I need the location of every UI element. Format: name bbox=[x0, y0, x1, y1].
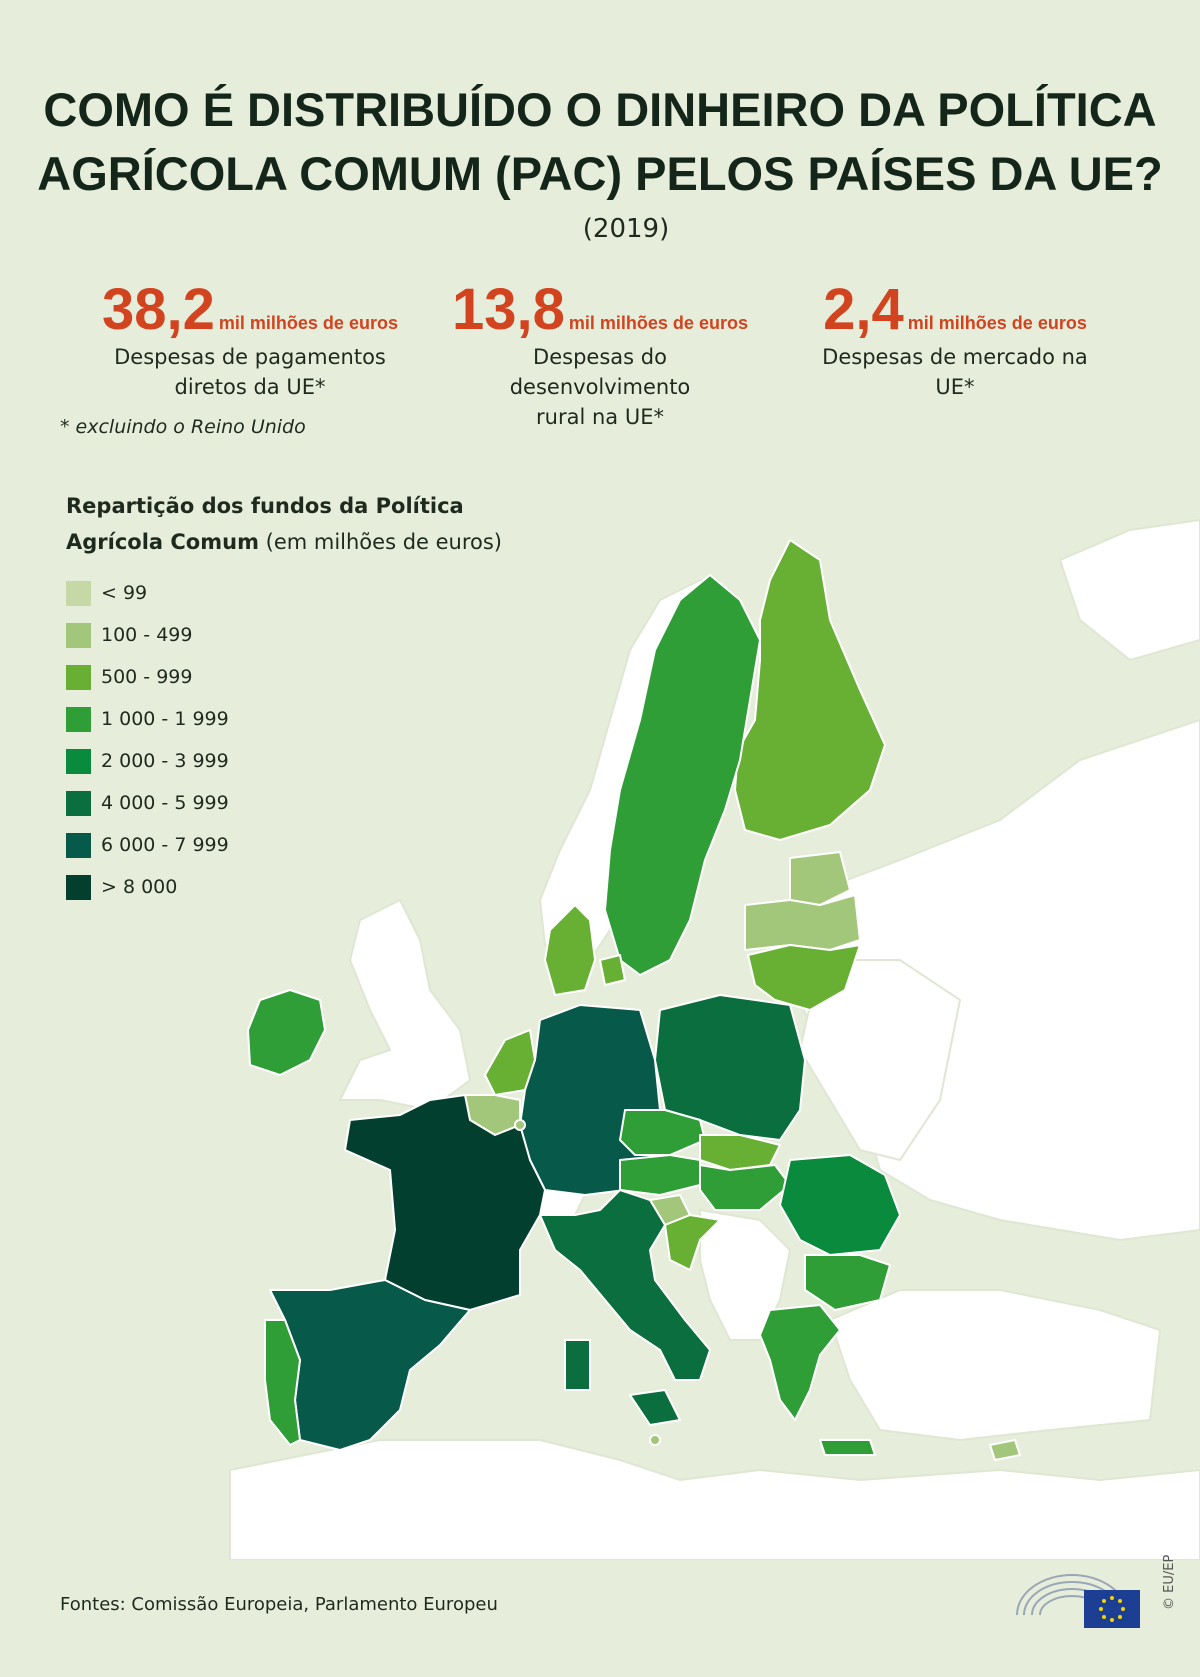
country-ireland bbox=[248, 990, 325, 1075]
country-luxembourg bbox=[515, 1120, 525, 1130]
legend-swatch bbox=[66, 665, 91, 690]
legend-swatch bbox=[66, 791, 91, 816]
legend-list bbox=[66, 572, 502, 908]
european-parliament-logo bbox=[1012, 1560, 1142, 1630]
legend-label: 2 000 - 3 999 bbox=[101, 750, 229, 772]
stat-value: 2,4 bbox=[823, 277, 904, 342]
land-turkey bbox=[830, 1290, 1160, 1440]
country-slovakia bbox=[700, 1135, 780, 1170]
map-legend bbox=[66, 488, 502, 908]
country-austria bbox=[620, 1155, 700, 1195]
country-latvia bbox=[745, 895, 860, 950]
country-cyprus bbox=[990, 1440, 1020, 1460]
legend-swatch bbox=[66, 707, 91, 732]
stat-desc-line-1: Despesas de mercado na UE* bbox=[822, 345, 1088, 399]
stat-desc-line-1: Despesas de pagamentos bbox=[114, 345, 386, 369]
sources-note: Fontes: Comissão Europeia, Parlamento Europeu bbox=[60, 1594, 498, 1615]
footnote: * excluindo o Reino Unido bbox=[60, 416, 306, 438]
legend-label: < 99 bbox=[101, 582, 148, 604]
country-malta bbox=[650, 1435, 660, 1445]
legend-item bbox=[66, 614, 502, 656]
legend-label: 500 - 999 bbox=[101, 666, 193, 688]
legend-title-line-2-bold: Agrícola Comum bbox=[66, 530, 259, 554]
legend-item bbox=[66, 782, 502, 824]
legend-label: 100 - 499 bbox=[101, 624, 193, 646]
year-label: (2019) bbox=[582, 214, 670, 244]
country-hungary bbox=[700, 1165, 790, 1210]
stat-desc-line-1: Despesas do desenvolvimento bbox=[509, 345, 691, 399]
title-line-2: AGRÍCOLA COMUM (PAC) PELOS PAÍSES DA UE? bbox=[37, 147, 1163, 200]
stat-desc-line-2: diretos da UE* bbox=[174, 375, 326, 399]
stat-unit: mil milhões de euros bbox=[907, 313, 1087, 333]
legend-item bbox=[66, 698, 502, 740]
legend-label: 1 000 - 1 999 bbox=[101, 708, 229, 730]
legend-swatch bbox=[66, 749, 91, 774]
legend-item bbox=[66, 740, 502, 782]
eu-flag-icon bbox=[1084, 1590, 1140, 1628]
legend-item bbox=[66, 656, 502, 698]
legend-label: > 8 000 bbox=[101, 876, 178, 898]
legend-swatch bbox=[66, 833, 91, 858]
legend-label: 6 000 - 7 999 bbox=[101, 834, 229, 856]
stat-value: 13,8 bbox=[452, 277, 565, 342]
legend-title-line-2-rest: (em milhões de euros) bbox=[258, 530, 503, 554]
stat-unit: mil milhões de euros bbox=[568, 313, 748, 333]
legend-label: 4 000 - 5 999 bbox=[101, 792, 229, 814]
legend-title bbox=[66, 488, 502, 560]
stat-unit: mil milhões de euros bbox=[218, 313, 398, 333]
copyright-credit: © EU/EP bbox=[1162, 1554, 1177, 1610]
country-finland bbox=[735, 540, 885, 840]
legend-swatch bbox=[66, 875, 91, 900]
land-uk bbox=[340, 900, 470, 1110]
legend-title-line-1: Repartição dos fundos da Política bbox=[66, 494, 464, 518]
stat-value: 38,2 bbox=[102, 277, 215, 342]
stat-desc-line-2: rural na UE* bbox=[536, 405, 664, 429]
land-north-africa bbox=[230, 1440, 1200, 1560]
title-line-1: COMO É DISTRIBUÍDO O DINHEIRO DA POLÍTICA bbox=[43, 83, 1157, 136]
legend-item bbox=[66, 866, 502, 908]
legend-item bbox=[66, 824, 502, 866]
land-arctic bbox=[1060, 520, 1200, 660]
country-czechia bbox=[620, 1110, 705, 1155]
legend-swatch bbox=[66, 623, 91, 648]
legend-swatch bbox=[66, 581, 91, 606]
legend-item bbox=[66, 572, 502, 614]
